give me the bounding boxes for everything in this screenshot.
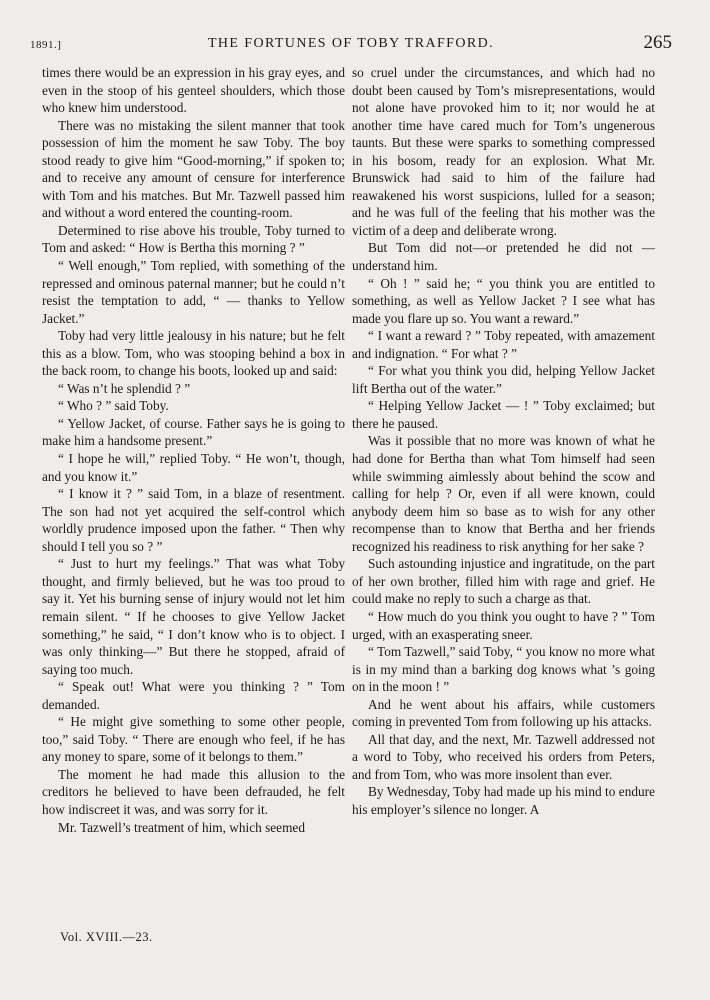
- paragraph: Determined to rise above his trouble, Toby turned to Tom and asked: “ How is Bertha this morning ? ”: [42, 222, 345, 256]
- paragraph: so cruel under the circumstances, and which had no doubt been caused by Tom’s misrepresentations, would not alone have provoked him to it; nor would he at another time have cared much for Tom’s ungenerous taunts. But these were sparks to something compressed in his bosom, ready for an explosion. What Mr. Brunswick had said to him of the failure had reawakened his worst suspicions, lulled for a season; and he was full of the feeling that his mother was the victim of a deep and deliberate wrong.: [352, 65, 655, 238]
- left-column: [42, 64, 345, 836]
- volume-signature: Vol. XVIII.—23.: [60, 930, 153, 944]
- paragraph: “ He might give something to some other people, too,” said Toby. “ There are enough who feel, if he has any money to spare, some of it belongs to them.”: [42, 714, 345, 765]
- page-number: 265: [643, 32, 672, 53]
- header-year: 1891.]: [30, 39, 62, 51]
- paragraph: “ Helping Yellow Jacket — ! ” Toby exclaimed; but there he paused.: [352, 398, 655, 431]
- paragraph: “ I hope he will,” replied Toby. “ He won’t, though, and you know it.”: [42, 451, 345, 484]
- paragraph: But Tom did not—or pretended he did not —understand him.: [352, 240, 655, 274]
- paragraph: “ I want a reward ? ” Toby repeated, with amazement and indignation. “ For what ? ”: [352, 328, 655, 361]
- paragraph: The moment he had made this allusion to the creditors he believed to have been defrauded, he felt how indiscreet it was, and was sorry for it.: [42, 766, 345, 817]
- paragraph: All that day, and the next, Mr. Tazwell addressed not a word to Toby, who received his orders from Peters, and from Tom, who was more insolent than ever.: [352, 731, 655, 782]
- paragraph: times there would be an expression in his gray eyes, and even in the stoop of his genteel shoulders, which those who knew him understood.: [42, 65, 345, 116]
- paragraph: “ Well enough,” Tom replied, with something of the repressed and ominous paternal manner; but he could n’t resist the temptation to add, “ — thanks to Yellow Jacket.”: [42, 258, 345, 326]
- paragraph: “ Oh ! ” said he; “ you think you are entitled to something, as well as Yellow Jacket ? I see what has made you flare up so. You want a reward.”: [352, 275, 655, 326]
- paragraph: “ Just to hurt my feelings.” That was what Toby thought, and firmly believed, but he was too proud to say it. Yet his burning sense of injury would not let him remain silent. “ If he chooses to give Yellow Jacket something,” he said, “ I don’t know who is to object. I was only thinking—” But there he stopped, afraid of saying too much.: [42, 556, 345, 677]
- paragraph: Mr. Tazwell’s treatment of him, which seemed: [58, 819, 305, 835]
- paragraph: “ Yellow Jacket, of course. Father says he is going to make him a handsome present.”: [42, 415, 345, 449]
- paragraph: “ Tom Tazwell,” said Toby, “ you know no more what is in my mind than a barking dog knows what ’s going on in the moon ! ”: [352, 644, 655, 695]
- paragraph: “ I know it ? ” said Tom, in a blaze of resentment. The son had not yet acquired the self-control which worldly prudence imposed upon the father. “ Then why should I tell you so ? ”: [42, 486, 345, 554]
- right-column: [352, 64, 655, 819]
- paragraph: “ Who ? ” said Toby.: [58, 398, 169, 414]
- paragraph: Toby had very little jealousy in his nature; but he felt this as a blow. Tom, who was stooping behind a box in the back room, to change his boots, looked up and said:: [42, 328, 345, 379]
- paragraph: “ How much do you think you ought to have ? ” Tom urged, with an exasperating sneer.: [352, 608, 655, 642]
- paragraph: Was it possible that no more was known of what he had done for Bertha than what Tom himself had seen while swimming aimlessly about behind the scow and calling for help ? Or, even if all were known, could anybody deem him so base as to wish for any other recompense than to know that Bertha and her friends recognized his readiness to risk anything for her sake ?: [352, 433, 655, 554]
- paragraph: By Wednesday, Toby had made up his mind to endure his employer’s silence no longer. A: [352, 784, 655, 817]
- paragraph: Such astounding injustice and ingratitude, on the part of her own brother, filled him with rage and grief. He could make no reply to such a charge as that.: [352, 556, 655, 607]
- paragraph: “ Was n’t he splendid ? ”: [58, 380, 191, 396]
- paragraph: “ Speak out! What were you thinking ? ” Tom demanded.: [42, 679, 345, 712]
- running-header: [30, 33, 672, 57]
- header-title: THE FORTUNES OF TOBY TRAFFORD.: [207, 36, 495, 51]
- paragraph: And he went about his affairs, while customers coming in prevented Tom from following up his attacks.: [352, 696, 655, 730]
- paragraph: There was no mistaking the silent manner that took possession of him the moment he saw Toby. The boy stood ready to give him “Good-morning,” if spoken to; and to receive any amount of censure for interference with Tom and his matches. But Mr. Tazwell passed him and without a word entered the counting-room.: [42, 117, 345, 221]
- paragraph: “ For what you think you did, helping Yellow Jacket lift Bertha out of the water.”: [352, 363, 655, 396]
